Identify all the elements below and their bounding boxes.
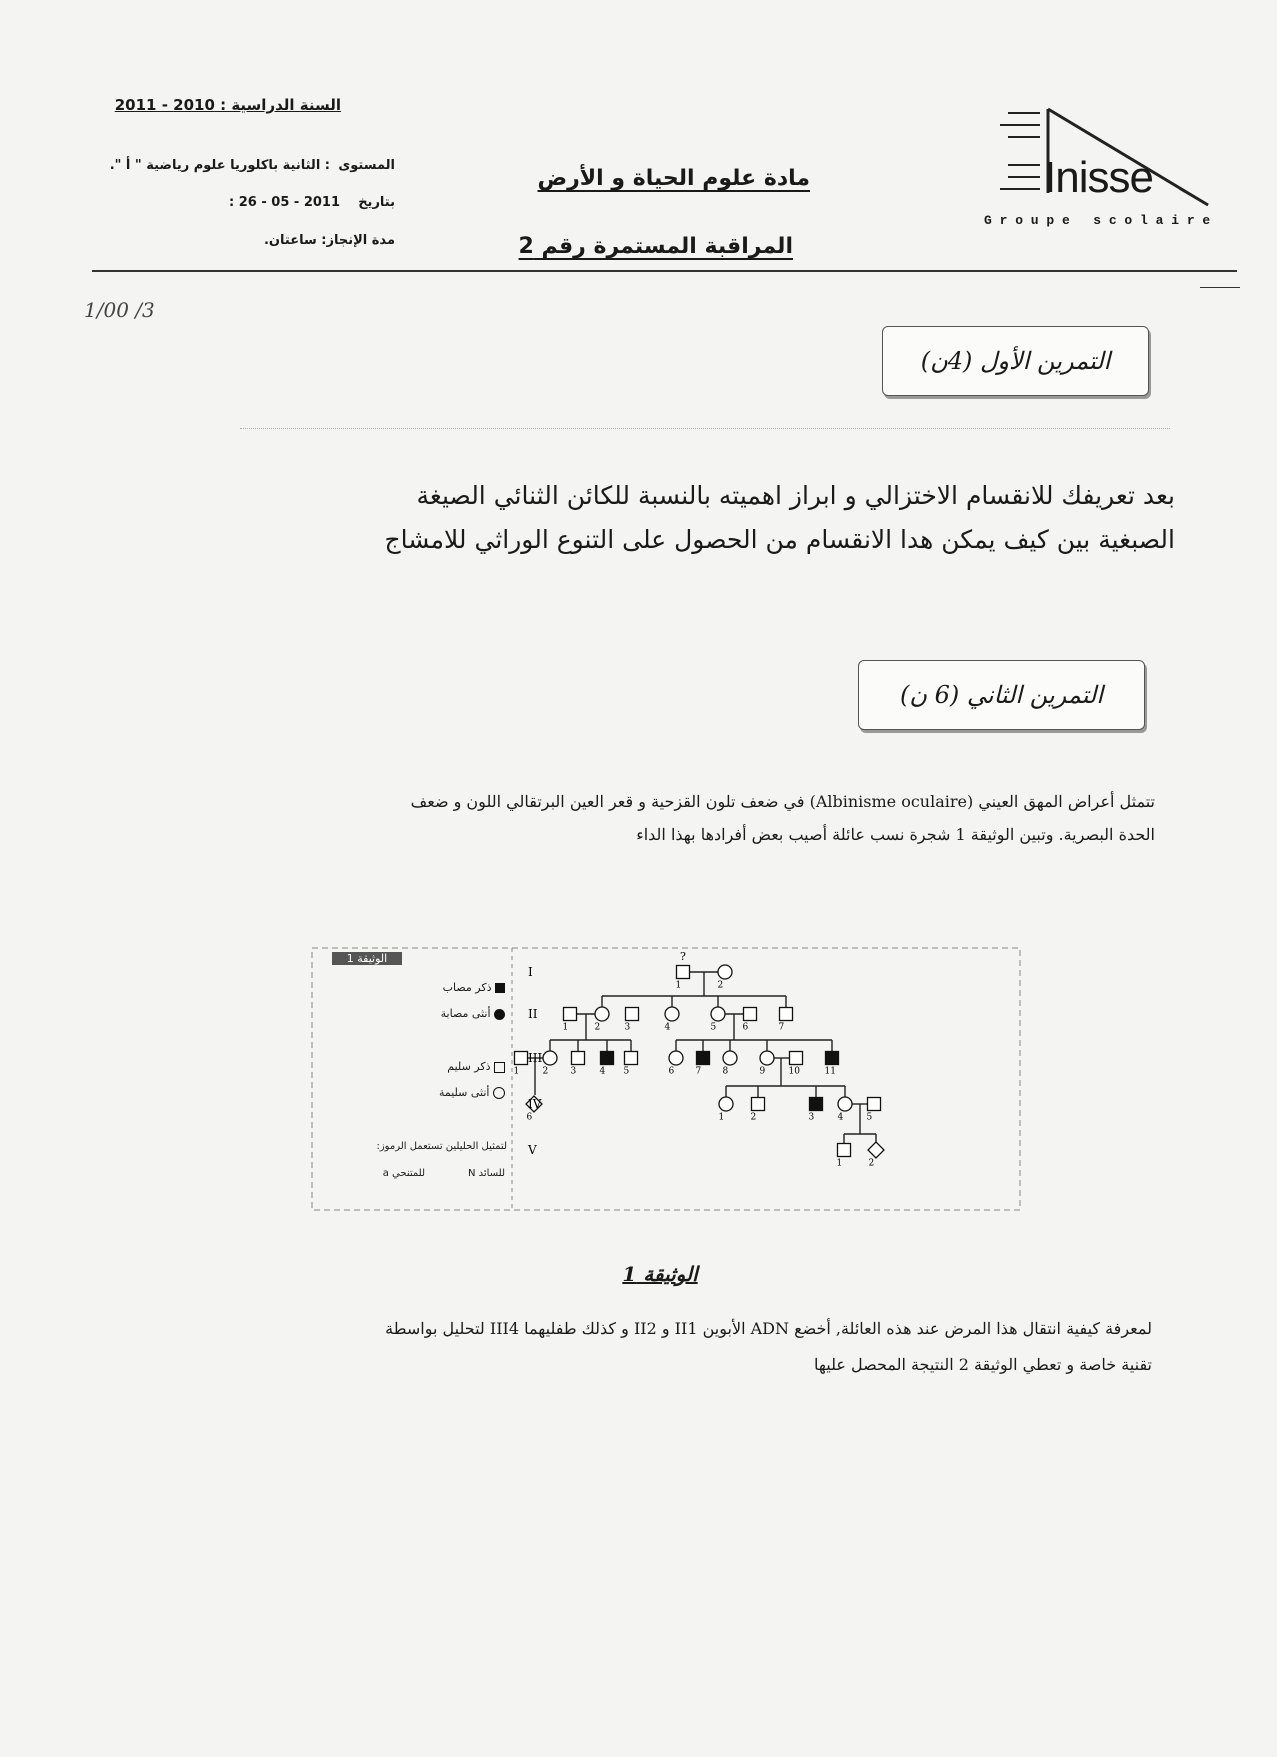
individual-II-7-male xyxy=(780,1008,793,1021)
header-divider xyxy=(92,270,1237,272)
individual-number-III-3: 3 xyxy=(570,1066,577,1077)
individual-III-10-male xyxy=(790,1052,803,1065)
school-logo xyxy=(980,105,1225,235)
individual-III-2-female xyxy=(543,1051,557,1065)
exercise2-heading: التمرين الثاني (6 ن) xyxy=(858,660,1145,730)
generation-label-III: III xyxy=(528,1051,543,1065)
generation-label-I: I xyxy=(528,965,533,979)
individual-number-II-3: 3 xyxy=(624,1022,631,1033)
individual-I-1-male xyxy=(677,966,690,979)
individual-number-IV-3: 3 xyxy=(808,1112,815,1123)
individual-IV-5-male xyxy=(868,1098,881,1111)
pedigree-figure xyxy=(310,938,1025,1218)
legend-healthy-female xyxy=(385,1086,505,1099)
affected-male-icon xyxy=(495,983,505,993)
generation-label-II: II xyxy=(528,1007,538,1021)
individual-number-III-4: 4 xyxy=(599,1066,606,1077)
individual-number-V-2: 2 xyxy=(868,1158,875,1169)
legend-affected-female-label: أنثى مصابة xyxy=(440,1007,491,1020)
date-value: : 26 - 05 - 2011 xyxy=(229,195,340,210)
logo-name: Inisse xyxy=(1044,153,1153,202)
individual-number-IV-4: 4 xyxy=(837,1112,844,1123)
legend-healthy-male xyxy=(385,1060,505,1073)
exercise2-followup-line2: تقنية خاصة و تعطي الوثيقة 2 النتيجة المحصل عليها xyxy=(813,1355,1152,1374)
exercise1-line1: بعد تعريفك للانقسام الاختزالي و ابراز اهميته بالنسبة للكائن الثنائي الصيغة xyxy=(416,481,1175,510)
individual-IV-3-male xyxy=(810,1098,823,1111)
individual-III-8-female xyxy=(723,1051,737,1065)
healthy-male-icon xyxy=(494,1062,505,1073)
individual-III-7-male xyxy=(697,1052,710,1065)
legend-affected-male xyxy=(385,981,505,994)
individual-number-III-2: 2 xyxy=(542,1066,549,1077)
affected-female-icon xyxy=(494,1009,505,1020)
individual-III-9-female xyxy=(760,1051,774,1065)
exam-title: المراقبة المستمرة رقم 2 xyxy=(518,234,793,259)
individual-number-III-8: 8 xyxy=(722,1066,729,1077)
individual-II-1-male xyxy=(564,1008,577,1021)
individual-II-4-female xyxy=(665,1007,679,1021)
individual-number-II-2: 2 xyxy=(594,1022,601,1033)
individual-number-II-1: 1 xyxy=(562,1022,569,1033)
school-year: السنة الدراسية : 2010 - 2011 xyxy=(114,96,341,114)
individual-II-5-female xyxy=(711,1007,725,1021)
legend-healthy-male-label: ذكر سليم xyxy=(447,1060,491,1073)
individual-II-6-male xyxy=(744,1008,757,1021)
individual-II-3-male xyxy=(626,1008,639,1021)
exercise2-intro-line2: الحدة البصرية. وتبين الوثيقة 1 شجرة نسب عائلة أصيب بعض أفرادها بهذا الداء xyxy=(636,825,1155,844)
legend-allele-recessive: a للمتنحي xyxy=(382,1168,425,1179)
legend-allele-dominant: N للسائد xyxy=(467,1168,505,1179)
individual-III-6-female xyxy=(669,1051,683,1065)
exercise1-line2: الصبغية بين كيف يمكن هدا الانقسام من الحصول على التنوع الوراثي للامشاج xyxy=(384,525,1175,554)
exercise2-followup-line1: لمعرفة كيفية انتقال هذا المرض عند هذه العائلة, أخضع ADN الأبوين II1 و II2 و كذلك طفليهما III4 لتحليل بواسطة xyxy=(385,1319,1152,1338)
legend-affected-female xyxy=(385,1007,505,1020)
individual-V-2-unknown xyxy=(868,1142,884,1158)
individual-I-2-female xyxy=(718,965,732,979)
individual-II-2-female xyxy=(595,1007,609,1021)
generation-label-V: V xyxy=(528,1143,537,1157)
document1-label: الوثيقة 1 xyxy=(622,1262,698,1286)
individual-number-II-6: 6 xyxy=(742,1022,749,1033)
individual-number-III-1: 1 xyxy=(513,1066,520,1077)
legend-symbols-note: لتمثيل الحليلين تستعمل الرموز: xyxy=(376,1141,507,1152)
dotted-separator xyxy=(240,428,1170,429)
individual-III-3-male xyxy=(572,1052,585,1065)
individual-III-5-male xyxy=(625,1052,638,1065)
individual-III-1-male xyxy=(515,1052,528,1065)
exercise2-intro-line1: تتمثل أعراض المهق العيني (Albinisme oculaire) في ضعف تلون القزحية و قعر العين البرتقالي اللون و ضعف xyxy=(410,792,1155,811)
legend-healthy-female-label: أنثى سليمة xyxy=(438,1086,490,1099)
individual-number-II-7: 7 xyxy=(778,1022,785,1033)
individual-IV-2-male xyxy=(752,1098,765,1111)
individual-number-V-1: 1 xyxy=(836,1158,843,1169)
generation-label-IV: IV xyxy=(528,1097,542,1111)
individual-number-IV-6: 6 xyxy=(526,1112,533,1123)
individual-IV-1-female xyxy=(719,1097,733,1111)
pedigree-doc-tag: الوثيقة 1 xyxy=(332,952,402,965)
legend-affected-male-label: ذكر مصاب xyxy=(442,981,492,994)
individual-number-I-1: 1 xyxy=(675,980,682,991)
individual-number-III-11: 11 xyxy=(824,1066,836,1077)
individual-number-III-7: 7 xyxy=(695,1066,702,1077)
individual-number-IV-5: 5 xyxy=(866,1112,873,1123)
unknown-status-mark: ? xyxy=(680,950,686,963)
subject-title: مادة علوم الحياة و الأرض xyxy=(537,166,810,191)
exercise1-heading: التمرين الأول (4ن) xyxy=(882,326,1149,396)
individual-number-II-5: 5 xyxy=(710,1022,717,1033)
logo-subtitle: G r o u p e s c o l a i r e xyxy=(984,213,1211,228)
level-label: المستوى xyxy=(338,158,395,173)
individual-number-II-4: 4 xyxy=(664,1022,671,1033)
duration: مدة الإنجاز: ساعتان. xyxy=(263,233,395,248)
individual-number-I-2: 2 xyxy=(717,980,724,991)
individual-number-III-10: 10 xyxy=(788,1066,800,1077)
individual-IV-4-female xyxy=(838,1097,852,1111)
individual-III-4-male xyxy=(601,1052,614,1065)
individual-III-11-male xyxy=(826,1052,839,1065)
individual-number-IV-2: 2 xyxy=(750,1112,757,1123)
individual-number-IV-1: 1 xyxy=(718,1112,725,1123)
handwritten-grade: 1/00 /3 xyxy=(84,298,155,322)
individual-number-III-6: 6 xyxy=(668,1066,675,1077)
header-divider-tail xyxy=(1200,287,1240,288)
level-value: : الثانية باكلوريا علوم رياضية " أ ". xyxy=(109,158,330,173)
individual-number-III-5: 5 xyxy=(623,1066,630,1077)
individual-V-1-male xyxy=(838,1144,851,1157)
individual-number-III-9: 9 xyxy=(759,1066,766,1077)
date-label: بتاريخ xyxy=(358,195,395,210)
healthy-female-icon xyxy=(493,1087,505,1099)
